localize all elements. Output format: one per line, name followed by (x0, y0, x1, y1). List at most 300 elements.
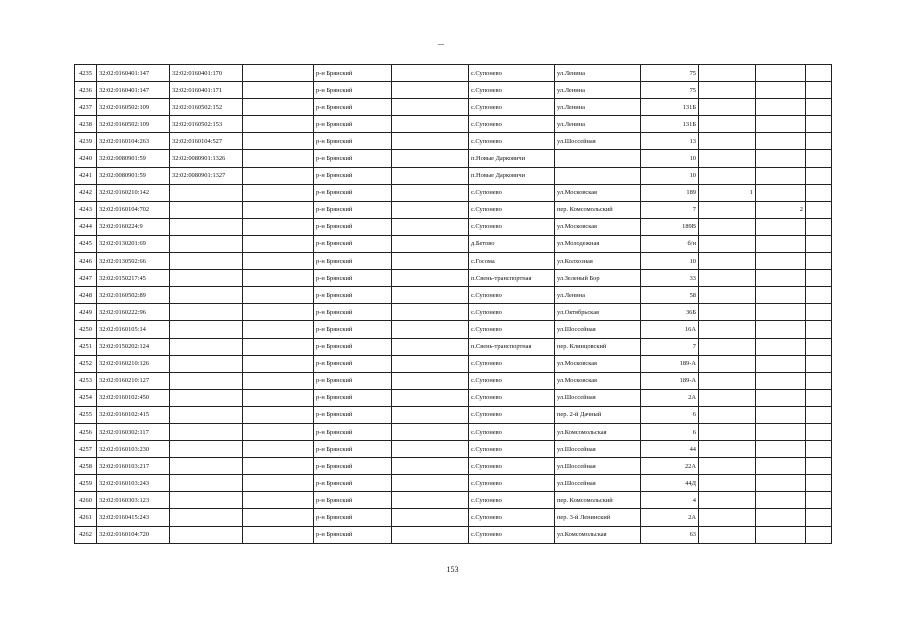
empty-cell (392, 321, 469, 338)
empty-cell (392, 406, 469, 423)
table-row (75, 201, 832, 218)
object-cadastral-number-cell (170, 355, 243, 372)
district-cell: р-н Брянский (314, 441, 392, 458)
locality-cell: с.Супонево (469, 509, 555, 526)
locality-cell: с.Супонево (469, 458, 555, 475)
count-cell (756, 423, 806, 440)
object-cadastral-number-cell (170, 201, 243, 218)
cadastral-number-cell: 32:02:0160104:702 (97, 201, 170, 218)
district-cell: р-н Брянский (314, 133, 392, 150)
house-number-cell: 189В (641, 218, 699, 235)
row-number-cell: 4251 (75, 338, 97, 355)
table-row (75, 218, 832, 235)
district-cell: р-н Брянский (314, 458, 392, 475)
house-number-cell: 36Б (641, 304, 699, 321)
cadastral-number-cell: 32:02:0160105:14 (97, 321, 170, 338)
object-cadastral-number-cell: 32:02:0160401:170 (170, 65, 243, 82)
table-row (75, 167, 832, 184)
house-number-cell: 13 (641, 133, 699, 150)
house-number-cell: 16А (641, 321, 699, 338)
cadastral-number-cell: 32:02:0160502:109 (97, 99, 170, 116)
count-cell (699, 116, 756, 133)
empty-cell (392, 526, 469, 543)
row-number-cell: 4258 (75, 458, 97, 475)
street-cell: ул.Шоссейная (555, 458, 641, 475)
count-cell (699, 167, 756, 184)
house-number-cell: 189-А (641, 355, 699, 372)
house-number-cell: 10 (641, 253, 699, 270)
object-cadastral-number-cell: 32:02:0080901:1327 (170, 167, 243, 184)
count-cell (756, 475, 806, 492)
empty-cell (243, 526, 314, 543)
locality-cell: с.Супонево (469, 406, 555, 423)
locality-cell: с.Супонево (469, 321, 555, 338)
empty-cell (392, 201, 469, 218)
empty-cell (243, 355, 314, 372)
table-row (75, 458, 832, 475)
street-cell: ул.Шоссейная (555, 389, 641, 406)
locality-cell: п.Свень-транспортная (469, 270, 555, 287)
empty-cell (392, 82, 469, 99)
count-cell (699, 270, 756, 287)
count-cell (756, 150, 806, 167)
count-cell (756, 65, 806, 82)
table-row (75, 509, 832, 526)
street-cell: ул.Шоссейная (555, 321, 641, 338)
locality-cell: с.Супонево (469, 99, 555, 116)
empty-cell (806, 184, 832, 201)
count-cell (756, 270, 806, 287)
object-cadastral-number-cell (170, 509, 243, 526)
object-cadastral-number-cell (170, 270, 243, 287)
table-row (75, 423, 832, 440)
object-cadastral-number-cell (170, 218, 243, 235)
street-cell: ул.Шоссейная (555, 133, 641, 150)
house-number-cell: 22А (641, 458, 699, 475)
empty-cell (392, 372, 469, 389)
empty-cell (806, 441, 832, 458)
registry-body (75, 65, 832, 544)
count-cell (699, 218, 756, 235)
empty-cell (806, 526, 832, 543)
district-cell: р-н Брянский (314, 355, 392, 372)
street-cell: ул.Московская (555, 372, 641, 389)
cadastral-number-cell: 32:02:0160222:96 (97, 304, 170, 321)
empty-cell (243, 150, 314, 167)
locality-cell: с.Супонево (469, 372, 555, 389)
empty-cell (392, 287, 469, 304)
count-cell (699, 253, 756, 270)
row-number-cell: 4244 (75, 218, 97, 235)
empty-cell (806, 287, 832, 304)
table-row (75, 441, 832, 458)
count-cell (699, 441, 756, 458)
scan-mark (438, 44, 444, 45)
empty-cell (806, 235, 832, 252)
object-cadastral-number-cell (170, 235, 243, 252)
locality-cell: с.Супонево (469, 355, 555, 372)
empty-cell (392, 475, 469, 492)
locality-cell: д.Бетово (469, 235, 555, 252)
count-cell (756, 321, 806, 338)
empty-cell (243, 167, 314, 184)
house-number-cell: б/н (641, 235, 699, 252)
object-cadastral-number-cell (170, 338, 243, 355)
count-cell (699, 287, 756, 304)
empty-cell (392, 509, 469, 526)
row-number-cell: 4243 (75, 201, 97, 218)
empty-cell (243, 287, 314, 304)
house-number-cell: 75 (641, 65, 699, 82)
row-number-cell: 4237 (75, 99, 97, 116)
locality-cell: с.Супонево (469, 492, 555, 509)
district-cell: р-н Брянский (314, 150, 392, 167)
row-number-cell: 4259 (75, 475, 97, 492)
empty-cell (392, 99, 469, 116)
district-cell: р-н Брянский (314, 406, 392, 423)
cadastral-number-cell: 32:02:0160102:415 (97, 406, 170, 423)
house-number-cell: 131Б (641, 116, 699, 133)
row-number-cell: 4246 (75, 253, 97, 270)
empty-cell (243, 218, 314, 235)
object-cadastral-number-cell (170, 372, 243, 389)
district-cell: р-н Брянский (314, 492, 392, 509)
object-cadastral-number-cell: 32:02:0160104:527 (170, 133, 243, 150)
locality-cell: с.Госома (469, 253, 555, 270)
count-cell (699, 201, 756, 218)
table-row (75, 355, 832, 372)
count-cell (756, 167, 806, 184)
table-row (75, 65, 832, 82)
street-cell: ул.Шоссейная (555, 441, 641, 458)
empty-cell (806, 406, 832, 423)
empty-cell (392, 423, 469, 440)
table-row (75, 82, 832, 99)
empty-cell (392, 133, 469, 150)
cadastral-number-cell: 32:02:0160104:720 (97, 526, 170, 543)
cadastral-number-cell: 32:02:0130201:69 (97, 235, 170, 252)
empty-cell (806, 423, 832, 440)
empty-cell (392, 218, 469, 235)
district-cell: р-н Брянский (314, 218, 392, 235)
row-number-cell: 4252 (75, 355, 97, 372)
locality-cell: п.Новые Дарковичи (469, 167, 555, 184)
object-cadastral-number-cell (170, 526, 243, 543)
table-row (75, 99, 832, 116)
cadastral-number-cell: 32:02:0160303:123 (97, 492, 170, 509)
count-cell: 1 (699, 184, 756, 201)
table-row (75, 270, 832, 287)
count-cell (756, 287, 806, 304)
cadastral-number-cell: 32:02:0160415:243 (97, 509, 170, 526)
object-cadastral-number-cell (170, 253, 243, 270)
count-cell (756, 133, 806, 150)
count-cell (699, 150, 756, 167)
empty-cell (806, 372, 832, 389)
cadastral-number-cell: 32:02:0150217:45 (97, 270, 170, 287)
cadastral-number-cell: 32:02:0160224:9 (97, 218, 170, 235)
table-row (75, 389, 832, 406)
empty-cell (806, 201, 832, 218)
empty-cell (392, 338, 469, 355)
locality-cell: с.Супонево (469, 201, 555, 218)
district-cell: р-н Брянский (314, 287, 392, 304)
empty-cell (806, 99, 832, 116)
house-number-cell: 44Д (641, 475, 699, 492)
count-cell (756, 406, 806, 423)
street-cell: ул.Ленина (555, 116, 641, 133)
empty-cell (806, 150, 832, 167)
count-cell (756, 372, 806, 389)
locality-cell: с.Супонево (469, 441, 555, 458)
object-cadastral-number-cell (170, 441, 243, 458)
table-row (75, 184, 832, 201)
district-cell: р-н Брянский (314, 372, 392, 389)
count-cell: 2 (756, 201, 806, 218)
cadastral-number-cell: 32:02:0160401:147 (97, 65, 170, 82)
locality-cell: с.Супонево (469, 65, 555, 82)
table-row (75, 406, 832, 423)
empty-cell (243, 423, 314, 440)
district-cell: р-н Брянский (314, 304, 392, 321)
row-number-cell: 4254 (75, 389, 97, 406)
count-cell (756, 82, 806, 99)
object-cadastral-number-cell (170, 287, 243, 304)
empty-cell (806, 475, 832, 492)
street-cell: ул.Октябрьская (555, 304, 641, 321)
district-cell: р-н Брянский (314, 167, 392, 184)
empty-cell (806, 270, 832, 287)
district-cell: р-н Брянский (314, 423, 392, 440)
district-cell: р-н Брянский (314, 201, 392, 218)
district-cell: р-н Брянский (314, 321, 392, 338)
street-cell (555, 167, 641, 184)
street-cell: ул.Молодежная (555, 235, 641, 252)
count-cell (699, 82, 756, 99)
table-row (75, 133, 832, 150)
row-number-cell: 4235 (75, 65, 97, 82)
street-cell: ул.Московская (555, 355, 641, 372)
row-number-cell: 4242 (75, 184, 97, 201)
count-cell (699, 235, 756, 252)
cadastral-number-cell: 32:02:0080901:59 (97, 150, 170, 167)
count-cell (756, 492, 806, 509)
cadastral-number-cell: 32:02:0160210:127 (97, 372, 170, 389)
row-number-cell: 4253 (75, 372, 97, 389)
empty-cell (243, 304, 314, 321)
count-cell (699, 423, 756, 440)
count-cell (699, 338, 756, 355)
row-number-cell: 4262 (75, 526, 97, 543)
empty-cell (392, 458, 469, 475)
locality-cell: с.Супонево (469, 116, 555, 133)
empty-cell (806, 321, 832, 338)
locality-cell: с.Супонево (469, 218, 555, 235)
object-cadastral-number-cell: 32:02:0160502:152 (170, 99, 243, 116)
count-cell (699, 355, 756, 372)
row-number-cell: 4255 (75, 406, 97, 423)
empty-cell (806, 218, 832, 235)
empty-cell (806, 389, 832, 406)
object-cadastral-number-cell: 32:02:0160401:171 (170, 82, 243, 99)
empty-cell (243, 65, 314, 82)
empty-cell (392, 184, 469, 201)
object-cadastral-number-cell (170, 492, 243, 509)
count-cell (756, 184, 806, 201)
empty-cell (392, 116, 469, 133)
page-number: 153 (446, 565, 459, 574)
empty-cell (392, 253, 469, 270)
empty-cell (392, 65, 469, 82)
house-number-cell: 189 (641, 184, 699, 201)
row-number-cell: 4238 (75, 116, 97, 133)
street-cell: ул.Ленина (555, 99, 641, 116)
house-number-cell: 7 (641, 338, 699, 355)
count-cell (756, 218, 806, 235)
table-row (75, 526, 832, 543)
row-number-cell: 4240 (75, 150, 97, 167)
empty-cell (392, 389, 469, 406)
count-cell (699, 526, 756, 543)
house-number-cell: 63 (641, 526, 699, 543)
house-number-cell: 6 (641, 406, 699, 423)
empty-cell (392, 150, 469, 167)
row-number-cell: 4261 (75, 509, 97, 526)
empty-cell (243, 406, 314, 423)
object-cadastral-number-cell: 32:02:0160502:153 (170, 116, 243, 133)
locality-cell: с.Супонево (469, 184, 555, 201)
object-cadastral-number-cell (170, 304, 243, 321)
count-cell (756, 458, 806, 475)
locality-cell: с.Супонево (469, 526, 555, 543)
house-number-cell: 2А (641, 509, 699, 526)
cadastral-number-cell: 32:02:0150202:124 (97, 338, 170, 355)
table-row (75, 150, 832, 167)
count-cell (699, 321, 756, 338)
row-number-cell: 4248 (75, 287, 97, 304)
empty-cell (243, 253, 314, 270)
house-number-cell: 131Б (641, 99, 699, 116)
house-number-cell: 6 (641, 423, 699, 440)
cadastral-number-cell: 32:02:0160103:230 (97, 441, 170, 458)
table-row (75, 338, 832, 355)
empty-cell (243, 201, 314, 218)
street-cell: ул.Московская (555, 218, 641, 235)
object-cadastral-number-cell (170, 389, 243, 406)
count-cell (699, 475, 756, 492)
locality-cell: с.Супонево (469, 423, 555, 440)
empty-cell (243, 184, 314, 201)
object-cadastral-number-cell (170, 321, 243, 338)
street-cell: ул.Комсомольская (555, 526, 641, 543)
empty-cell (806, 492, 832, 509)
object-cadastral-number-cell (170, 458, 243, 475)
cadastral-number-cell: 32:02:0160210:142 (97, 184, 170, 201)
empty-cell (806, 458, 832, 475)
empty-cell (243, 372, 314, 389)
locality-cell: с.Супонево (469, 287, 555, 304)
object-cadastral-number-cell: 32:02:0080901:1326 (170, 150, 243, 167)
empty-cell (806, 167, 832, 184)
empty-cell (243, 389, 314, 406)
count-cell (756, 338, 806, 355)
street-cell: пер. Комсомольский (555, 492, 641, 509)
count-cell (699, 65, 756, 82)
locality-cell: с.Супонево (469, 133, 555, 150)
street-cell: пер. 3-й Ленинский (555, 509, 641, 526)
locality-cell: п.Новые Дарковичи (469, 150, 555, 167)
house-number-cell: 10 (641, 150, 699, 167)
street-cell: пер. Комсомольский (555, 201, 641, 218)
empty-cell (243, 321, 314, 338)
cadastral-number-cell: 32:02:0160104:263 (97, 133, 170, 150)
empty-cell (806, 133, 832, 150)
empty-cell (806, 253, 832, 270)
cadastral-number-cell: 32:02:0160103:217 (97, 458, 170, 475)
cadastral-number-cell: 32:02:0160502:89 (97, 287, 170, 304)
empty-cell (392, 304, 469, 321)
empty-cell (243, 116, 314, 133)
row-number-cell: 4256 (75, 423, 97, 440)
house-number-cell: 189-А (641, 372, 699, 389)
empty-cell (243, 270, 314, 287)
empty-cell (806, 65, 832, 82)
district-cell: р-н Брянский (314, 338, 392, 355)
empty-cell (806, 338, 832, 355)
empty-cell (243, 133, 314, 150)
house-number-cell: 2А (641, 389, 699, 406)
count-cell (756, 235, 806, 252)
street-cell: ул.Зеленый Бор (555, 270, 641, 287)
empty-cell (243, 338, 314, 355)
object-cadastral-number-cell (170, 475, 243, 492)
district-cell: р-н Брянский (314, 99, 392, 116)
street-cell: пер. 2-й Дачный (555, 406, 641, 423)
locality-cell: с.Супонево (469, 475, 555, 492)
house-number-cell: 44 (641, 441, 699, 458)
empty-cell (806, 355, 832, 372)
cadastral-number-cell: 32:02:0160502:109 (97, 116, 170, 133)
cadastral-number-cell: 32:02:0130502:66 (97, 253, 170, 270)
empty-cell (243, 509, 314, 526)
district-cell: р-н Брянский (314, 235, 392, 252)
empty-cell (392, 355, 469, 372)
cadastral-number-cell: 32:02:0160302:117 (97, 423, 170, 440)
table-row (75, 253, 832, 270)
district-cell: р-н Брянский (314, 270, 392, 287)
count-cell (699, 509, 756, 526)
empty-cell (806, 509, 832, 526)
cadastral-number-cell: 32:02:0080901:59 (97, 167, 170, 184)
district-cell: р-н Брянский (314, 253, 392, 270)
count-cell (699, 133, 756, 150)
count-cell (756, 441, 806, 458)
row-number-cell: 4236 (75, 82, 97, 99)
count-cell (756, 304, 806, 321)
empty-cell (392, 492, 469, 509)
empty-cell (392, 270, 469, 287)
count-cell (756, 389, 806, 406)
count-cell (699, 389, 756, 406)
district-cell: р-н Брянский (314, 116, 392, 133)
table-row (75, 475, 832, 492)
street-cell: ул.Комсомольская (555, 423, 641, 440)
house-number-cell: 33 (641, 270, 699, 287)
street-cell: ул.Шоссейная (555, 475, 641, 492)
count-cell (756, 253, 806, 270)
empty-cell (243, 235, 314, 252)
district-cell: р-н Брянский (314, 65, 392, 82)
